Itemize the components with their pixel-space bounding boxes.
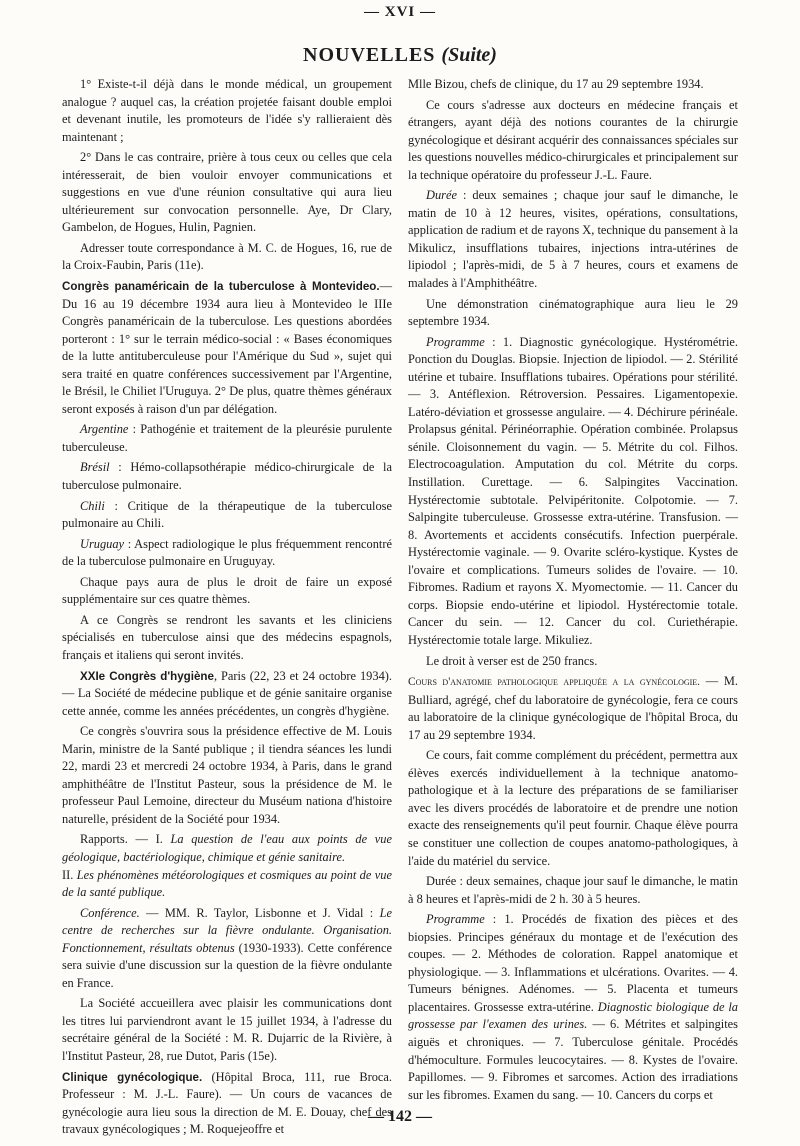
heading-inline: XXIe Congrès d'hygiène [80, 669, 214, 683]
paragraph: Chaque pays aura de plus le droit de faire un exposé supplémentaire sur ces quatre thèmes. [62, 574, 392, 607]
paragraph-text: — 6. Métrites et salpingites aiguës et chroniques. — 7. Tuberculose génitale. Procédés d'hémoculture. Formules leucocytaires. — 8. Kystes de l'ovaire. Papillomes. — 9. Fibromes et sarcomes. Action des irradiations sur les fibromes. Examen du sang. — 10. Cancers du corps et [408, 1017, 738, 1102]
paragraph: Le droit à verser est de 250 francs. [426, 653, 598, 668]
theme-chili [62, 498, 392, 533]
section-title [0, 44, 800, 67]
programme [408, 334, 738, 650]
paragraph: Ce congrès s'ouvrira sous la présidence effective de M. Louis Marin, ministre de la Santé publique ; il tiendra séances les lundi 22, mardi 23 et mercredi 24 octobre 1934, à Paris, dans le grand amphithéâtre de l'Institut Pasteur, sous la présidence de M. le professeur Paul Lemoine, directeur du Muséum nationa d'histoire naturelle, président de la Société pour 1934. [62, 724, 392, 826]
italic-text: Diagnostic biologique de la grossesse par l'examen des urines. [408, 999, 738, 1032]
paragraph: La Société accueillera avec plaisir les communications dont les titres lui parviendront avant le 15 juillet 1934, à l'adresse du secrétaire général de la Société : M. R. Dujarric de la Rivière, à l'Institut Pasteur, 28, rue Dutot, Paris (15e). [62, 996, 392, 1063]
duree [408, 187, 738, 292]
rapports [62, 831, 392, 901]
clinique-gynecologique [62, 1069, 392, 1139]
paragraph: 1° Existe-t-il déjà dans le monde médical, un groupement analogue ? auquel cas, la création projetée faisant double emploi et devenant inutile, les promoteurs de l'idée s'y rallieraient dès maintenant ; [62, 77, 392, 144]
paragraph: Durée : deux semaines, chaque jour sauf le dimanche, le matin à 8 heures et l'après-midi de 2 h. 30 à 5 heures. [408, 874, 738, 906]
paragraph-text: , Paris (22, 23 et 24 octobre 1934). — La Société de médecine publique et de génie sanitaire organise cette année, comme les années précédentes, un congrès d'hygiène. [62, 668, 392, 718]
paragraph: Mlle Bizou, chefs de clinique, du 17 au 29 septembre 1934. [408, 77, 704, 91]
paragraph-text: (Hôpital Broca, 111, rue Broca. Professeur : M. J.-L. Faure). — Un cours de vacances de gynécologie aura lieu sous la direction de M. E. Douay, chef des travaux gynécologiques ; M. Roquejeoffre et [62, 1069, 393, 1137]
duree-label: Durée [426, 188, 457, 203]
right-column [408, 76, 738, 1104]
italic-text: Le centre de recherches sur la fièvre ondulante. Organisation. Fonctionnement, résultats obtenus [62, 905, 392, 955]
paragraph: A ce Congrès se rendront les savants et les cliniciens spécialisés en tuberculose ainsi que des médecins espagnols, français et italiens qui seront invités. [62, 612, 392, 662]
country-label: Argentine [80, 422, 129, 437]
paragraph-text: (1930-1933). Cette conférence sera suivie d'une discussion sur la question de la fièvre ondulante en France. [62, 940, 392, 990]
roman-folio: — XVI — [363, 4, 436, 20]
conference [62, 905, 392, 993]
programme-2 [408, 911, 738, 1104]
paragraph-text: : 1. Procédés de fixation des pièces et des biopsies. Principes généraux du montage et de l'exécution des coupes. — 2. Méthodes de coloration. Rappel anatomique et physiologique. — 3. Inflammations et ulcérations. Ovarites. — 4. Tumeurs bénignes. Adénomes. — 5. Placenta et tumeurs placentaires. Grossesse extra-utérine. [408, 912, 738, 1014]
theme-argentine [62, 421, 392, 456]
congres-panamericain [62, 278, 392, 418]
conference-label: Conférence. [80, 905, 140, 920]
paragraph-text: — Du 16 au 19 décembre 1934 aura lieu à Montevideo le IIIe Congrès panaméricain de la tuberculose. Les questions abordées porteront : 1° sur le terrain médico-social : « Bases économiques de la lutte antituberculeuse pour l'Amérique du Sud », sujet qui sera traité en quatre conférences successivement par l'Argentine, le Brésil, le Chiliet l'Uruguya. 2° De plus, quatre thèmes généraux seront exposés à raison d'un par délégation. [62, 279, 392, 416]
paragraph: Ce cours, fait comme complément du précédent, permettra aux élèves exercés individuellement à la technique anatomo-pathologique et à la lecture des préparations de se familiariser avec les divers procédés de laboratoire et de prendre une notion exacte des renseignements qu'il peut fournir. Chaque élève pourra se constituer une collection de coupes anatomo-pathologiques, à l'aide du matériel du service. [408, 748, 738, 868]
congres-hygiene [62, 668, 392, 721]
country-label: Uruguay [80, 536, 125, 551]
paragraph-text: — M. Bulliard, agrégé, chef du laboratoire de gynécologie, fera ce cours au laboratoire de la clinique gynécologique de l'hôpital Broca, du 17 au 29 septembre 1934. [408, 674, 738, 742]
country-label: Brésil [80, 460, 110, 475]
paragraph-text: : deux semaines ; chaque jour sauf le dimanche, le matin de 10 à 12 heures, visites, opérations, consultations, application de radium et de rayons X, technique du pansement à la Mikulicz, insufflations tubaires, injections intra-utérines de lipiodol ; l'après-midi, de 5 à 7 heures, cours et examens de malades à l'Amphithéâtre. [408, 188, 738, 291]
paragraph-text: : Aspect radiologique le plus fréquemment rencontré de la tuberculose pulmonaire en Uruguyay. [62, 536, 392, 569]
programme-label: Programme [426, 334, 485, 349]
programme-label: Programme [426, 912, 485, 927]
theme-uruguay [62, 536, 392, 571]
italic-text: Les phénomènes météorologiques et cosmiques au point de vue de la santé publique. [62, 867, 392, 900]
italic-text: La question de l'eau aux points de vue géologique, bactériologique, chimique et génie sanitaire. [62, 832, 392, 864]
paragraph-text: Rapports. — I. [80, 832, 171, 847]
paragraph-text: II. [62, 867, 77, 882]
section-title-suffix: (Suite) [441, 44, 497, 66]
heading-inline: Cours d'anatomie pathologique appliquée a la gynécologie. [408, 676, 701, 689]
section-title-main: NOUVELLES [303, 44, 436, 66]
cours-anatomie [408, 673, 738, 744]
paragraph-text: : 1. Diagnostic gynécologique. Hystérométrie. Ponction du Douglas. Biopsie. Injection de lipiodol. — 2. Stérilité utérine et tubaire. Insufflations tubaires. Opérations pour stérilité. — 3. Antéflexion. Rétroversion. Pessaires. Ligamentopexie. Latéro-déviation et grossesse angulaire. — 4. Déchirure périnéale. Prolapsus génital. Périnéorraphie. Opération combinée. Prolapsus sénile. Cloisonnement du vagin. — 5. Métrite du col. Filhos. Electrocoagulation. Amputation du col. Métrite du corps. Instillation. Curettage. — 6. Salpingites Vaccination. Hystérectomie subtotale. Pelvipéritonite. Colpotomie. — 7. Salpingite tuberculeuse. Grossesse extra-utérine. Transfusion. — 8. Avortements et accidents consécutifs. Infection puerpérale. Hystérectomie vaginale. — 9. Ovarite scléro-kystique. Kystes de l'ovaire et complications. Tumeurs solides de l'ovaire. — 10. Fibromes. Radium et rayons X. Myomectomie. — 11. Cancer du corps. Biopsie endo-utérine et lipiodol. Hystérectomie totale. Cancer du sein. — 12. Cancer du col. Curiethérapie. Hystérectomie totale large. Mikuliez. [408, 334, 738, 647]
paragraph-text: — MM. R. Taylor, Lisbonne et J. Vidal : [139, 905, 380, 920]
country-label: Chili [80, 498, 105, 513]
paragraph-text: : Pathogénie et traitement de la pleurésie purulente tuberculeuse. [62, 422, 392, 454]
page-number: — 142 — [368, 1108, 432, 1125]
paragraph: 2° Dans le cas contraire, prière à tous ceux ou celles que cela intéresserait, de bien vouloir envoyer communications et suggestions en vue d'une réunion consultative qui aura lieu ultérieurement sur convocation personnelle. Aye, Dr Clary, Gambelon, de Hogues, Hulin, Pagnien. [62, 150, 392, 235]
paragraph: Ce cours s'adresse aux docteurs en médecine français et étrangers, ayant déjà des notions courantes de la chirurgie gynécologique et désirant acquérir des connaissances spéciales sur les questions nouvelles médico-chirurgicales et principalement sur la technique opératoire du professeur J.-L. Faure. [408, 97, 738, 182]
paragraph-text: : Hémo-collapsothérapie médico-chirurgicale de la tuberculose pulmonaire. [62, 460, 392, 493]
heading-inline: Congrès panaméricain de la tuberculose à Montevideo. [62, 280, 380, 294]
theme-bresil [62, 459, 392, 494]
paragraph: Une démonstration cinématographique aura lieu le 29 septembre 1934. [408, 296, 738, 329]
left-column [62, 76, 392, 1139]
paragraph-text: : Critique de la thérapeutique de la tuberculose pulmonaire au Chili. [62, 498, 392, 531]
paragraph: Adresser toute correspondance à M. C. de Hogues, 16, rue de la Croix-Faubin, Paris (11e). [62, 240, 392, 273]
heading-inline: Clinique gynécologique. [62, 1070, 203, 1084]
